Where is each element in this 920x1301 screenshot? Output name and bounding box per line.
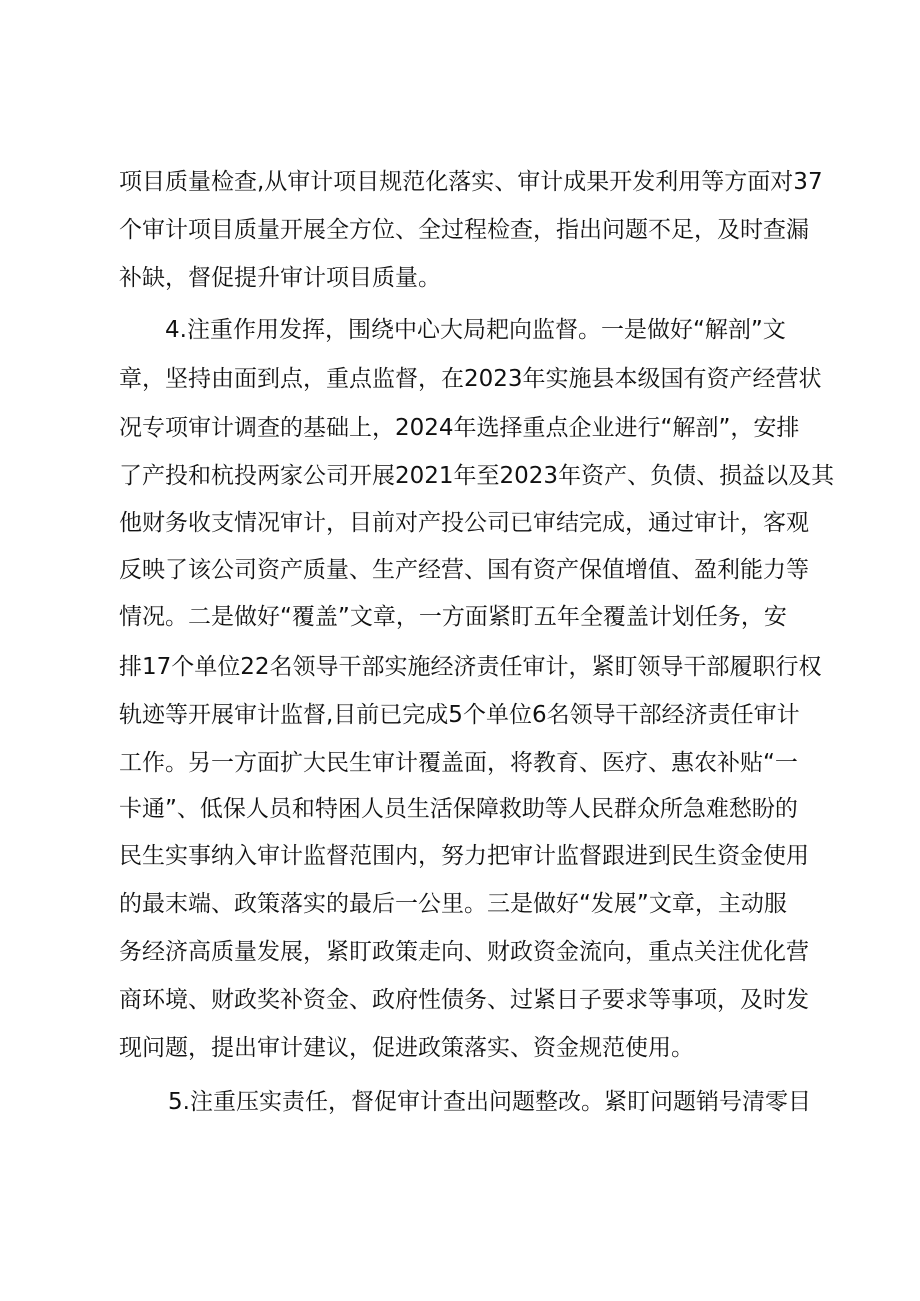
text-line: 民生实事纳入审计监督范围内，努力把审计监督跟进到民生资金使用 (119, 843, 809, 869)
text-line: 商环境、财政奖补资金、政府性债务、过紧日子要求等事项，及时发 (119, 987, 809, 1013)
text-line: 的最末端、政策落实的最后一公里。三是做好“发展”文章，主动服 (119, 891, 787, 917)
text-line: 况专项审计调查的基础上，2024年选择重点企业进行“解剖”，安排 (119, 415, 800, 441)
text-line: 他财务收支情况审计，目前对产投公司已审结完成，通过审计，客观 (119, 510, 809, 536)
text-line: 卡通”、低保人员和特困人员生活保障救助等人民群众所急难愁盼的 (119, 796, 798, 822)
text-line: 反映了该公司资产质量、生产经营、国有资产保值增值、盈利能力等 (119, 557, 809, 583)
text-line: 章，坚持由面到点，重点监督，在2023年实施县本级国有资产经营状 (119, 366, 822, 392)
text-line: 轨迹等开展审计监督,目前已完成5个单位6名领导干部经济责任审计 (119, 702, 800, 728)
text-line: 排17个单位22名领导干部实施经济责任审计，紧盯领导干部履职行权 (119, 654, 822, 680)
text-line: 务经济高质量发展，紧盯政策走向、财政资金流向，重点关注优化营 (119, 939, 809, 965)
text-line: 了产投和杭投两家公司开展2021年至2023年资产、负债、损益以及其 (119, 463, 835, 489)
text-line: 补缺，督促提升审计项目质量。 (119, 265, 441, 291)
text-line: 情况。二是做好“覆盖”文章，一方面紧盯五年全覆盖计划任务，安 (119, 604, 787, 630)
text-line: 现问题，提出审计建议，促进政策落实、资金规范使用。 (119, 1035, 694, 1061)
text-line: 个审计项目质量开展全方位、全过程检查，指出问题不足，及时查漏 (119, 217, 809, 243)
text-line: 5.注重压实责任，督促审计查出问题整改。紧盯问题销号清零目 (168, 1089, 811, 1115)
text-line: 项目质量检查,从审计项目规范化落实、审计成果开发利用等方面对37 (119, 169, 823, 195)
text-line: 4.注重作用发挥，围绕中心大局耙向监督。一是做好“解剖”文 (165, 317, 786, 343)
text-line: 工作。另一方面扩大民生审计覆盖面，将教育、医疗、惠农补贴“一 (119, 750, 798, 776)
